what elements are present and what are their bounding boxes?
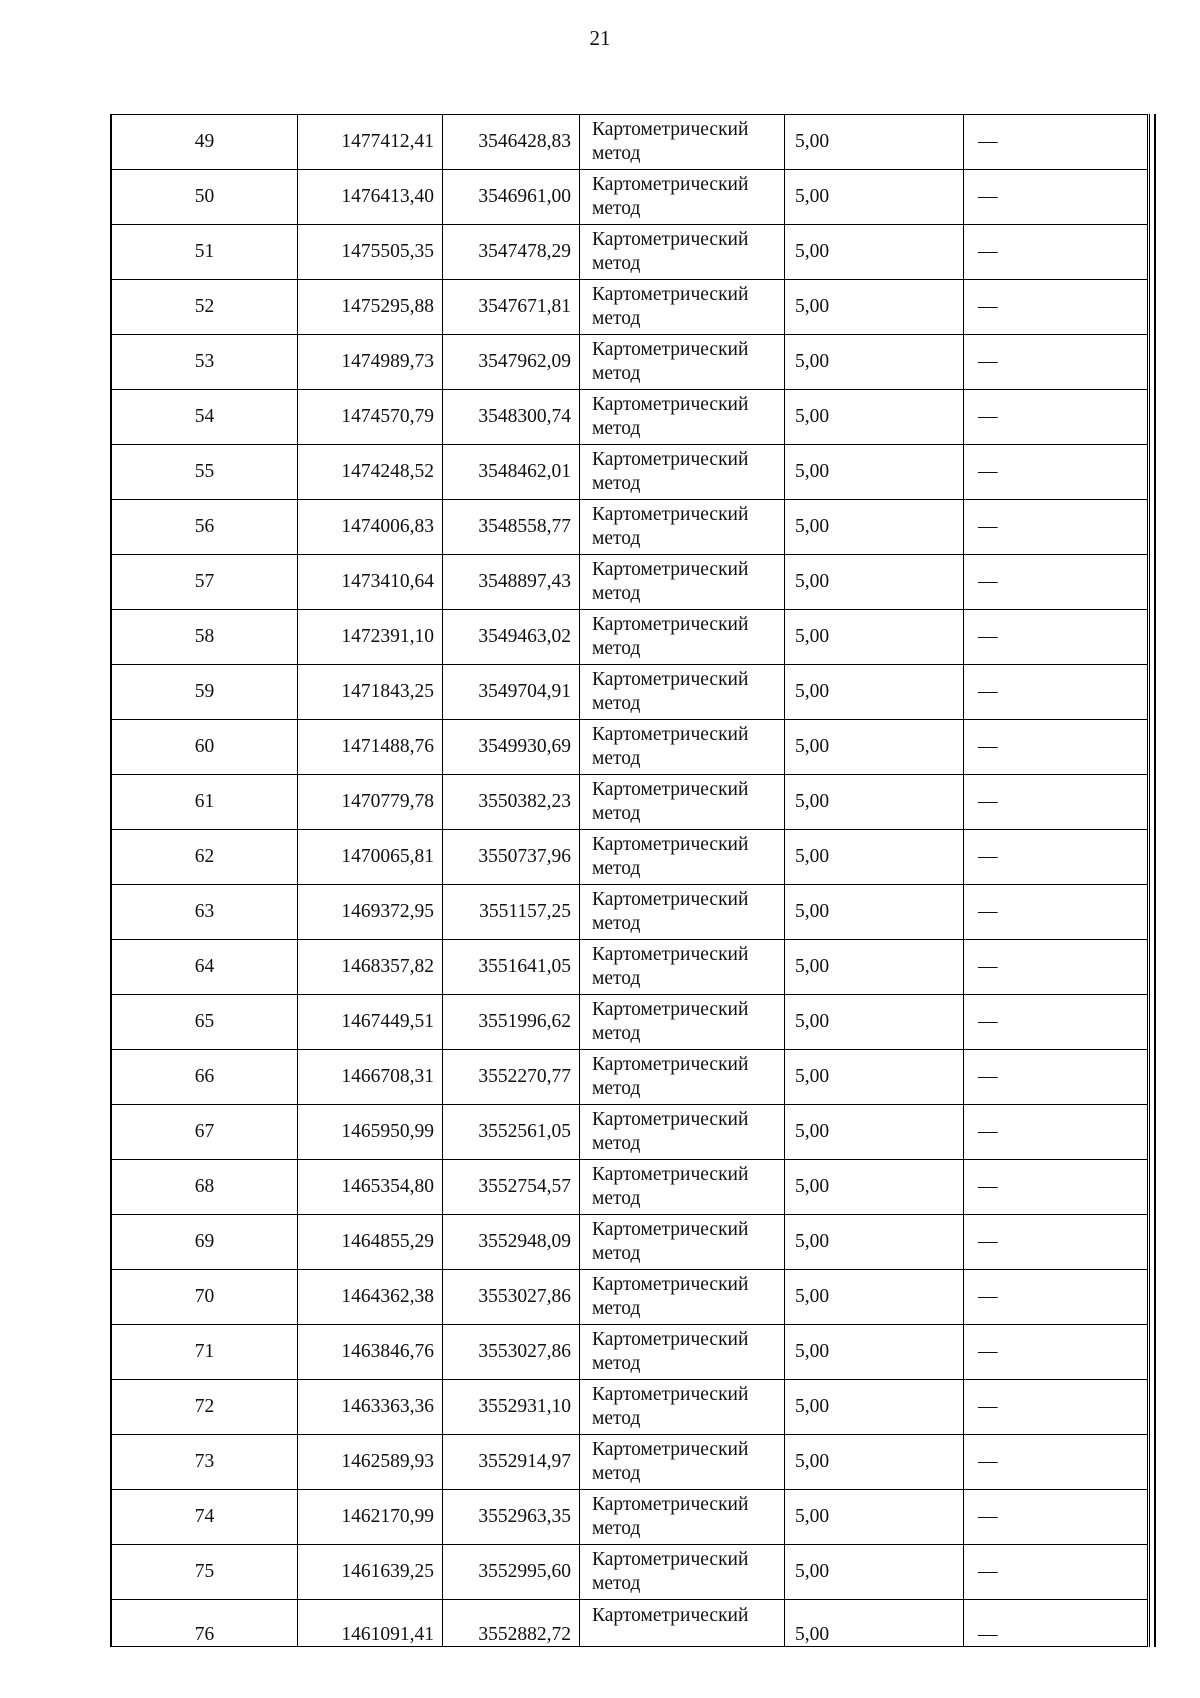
table-row <box>112 1325 1148 1380</box>
method-cell <box>580 830 785 885</box>
accuracy-cell: 5,00 <box>785 445 964 500</box>
method-label-line1: Картометрический <box>592 1549 749 1570</box>
accuracy-cell: 5,00 <box>785 335 964 390</box>
y-coordinate-cell: 3552914,97 <box>443 1435 580 1490</box>
method-label-line1: Картометрический <box>592 1329 749 1350</box>
x-coordinate-cell: 1467449,51 <box>298 995 443 1050</box>
table-row <box>112 335 1148 390</box>
x-coordinate-cell: 1470779,78 <box>298 775 443 830</box>
x-coordinate-cell: 1475295,88 <box>298 280 443 335</box>
x-coordinate-cell: 1474248,52 <box>298 445 443 500</box>
accuracy-cell: 5,00 <box>785 225 964 280</box>
method-cell <box>580 280 785 335</box>
method-cell <box>580 1490 785 1545</box>
method-label-line2: метод <box>592 418 641 439</box>
method-cell <box>580 940 785 995</box>
method-cell <box>580 1270 785 1325</box>
accuracy-cell: 5,00 <box>785 1160 964 1215</box>
method-label-line1: Картометрический <box>592 1164 749 1185</box>
accuracy-cell: 5,00 <box>785 500 964 555</box>
method-cell <box>580 170 785 225</box>
point-number-cell: 49 <box>112 115 298 170</box>
x-coordinate-cell: 1461639,25 <box>298 1545 443 1600</box>
method-label-line1: Картометрический <box>592 1274 749 1295</box>
accuracy-cell: 5,00 <box>785 940 964 995</box>
note-cell: — <box>964 610 1148 665</box>
accuracy-cell: 5,00 <box>785 775 964 830</box>
point-number-cell: 63 <box>112 885 298 940</box>
y-coordinate-cell: 3553027,86 <box>443 1325 580 1380</box>
x-coordinate-cell: 1474570,79 <box>298 390 443 445</box>
table-row <box>112 720 1148 775</box>
point-number-cell: 71 <box>112 1325 298 1380</box>
method-label-line2: метод <box>592 473 641 494</box>
method-label-line1: Картометрический <box>592 1494 749 1515</box>
table-row <box>112 1380 1148 1435</box>
note-cell: — <box>964 1490 1148 1545</box>
note-cell: — <box>964 115 1148 170</box>
method-label-line1: Картометрический <box>592 1054 749 1075</box>
table-row <box>112 1160 1148 1215</box>
point-number-cell: 73 <box>112 1435 298 1490</box>
x-coordinate-cell: 1475505,35 <box>298 225 443 280</box>
point-number-cell: 67 <box>112 1105 298 1160</box>
method-cell <box>580 1380 785 1435</box>
method-label-line1: Картометрический <box>592 504 749 525</box>
x-coordinate-cell: 1463363,36 <box>298 1380 443 1435</box>
page-number: 21 <box>589 26 611 50</box>
y-coordinate-cell: 3550737,96 <box>443 830 580 885</box>
y-coordinate-cell: 3547671,81 <box>443 280 580 335</box>
table-row <box>112 1545 1148 1600</box>
method-label-line2: метод <box>592 1133 641 1154</box>
point-number-cell: 56 <box>112 500 298 555</box>
method-cell <box>580 115 785 170</box>
accuracy-cell: 5,00 <box>785 1325 964 1380</box>
x-coordinate-cell: 1463846,76 <box>298 1325 443 1380</box>
method-cell <box>580 665 785 720</box>
method-label-line1: Картометрический <box>592 394 749 415</box>
table-row <box>112 830 1148 885</box>
accuracy-cell: 5,00 <box>785 610 964 665</box>
x-coordinate-cell: 1465950,99 <box>298 1105 443 1160</box>
accuracy-cell: 5,00 <box>785 1050 964 1105</box>
note-cell: — <box>964 720 1148 775</box>
method-label-line1: Картометрический <box>592 669 749 690</box>
accuracy-cell: 5,00 <box>785 390 964 445</box>
method-label-line2: метод <box>592 913 641 934</box>
y-coordinate-cell: 3552882,72 <box>443 1600 580 1647</box>
method-label-line2: метод <box>592 1078 641 1099</box>
note-cell: — <box>964 1105 1148 1160</box>
y-coordinate-cell: 3552754,57 <box>443 1160 580 1215</box>
note-cell: — <box>964 1215 1148 1270</box>
note-cell: — <box>964 1050 1148 1105</box>
y-coordinate-cell: 3550382,23 <box>443 775 580 830</box>
method-label-line2: метод <box>592 1243 641 1264</box>
point-number-cell: 68 <box>112 1160 298 1215</box>
accuracy-cell: 5,00 <box>785 1270 964 1325</box>
method-cell <box>580 1215 785 1270</box>
accuracy-cell: 5,00 <box>785 1380 964 1435</box>
y-coordinate-cell: 3546961,00 <box>443 170 580 225</box>
table-row <box>112 1490 1148 1545</box>
method-label-line1: Картометрический <box>592 614 749 635</box>
note-cell: — <box>964 830 1148 885</box>
note-cell: — <box>964 280 1148 335</box>
method-label-line2: метод <box>592 1188 641 1209</box>
method-label-line1: Картометрический <box>592 284 749 305</box>
x-coordinate-cell: 1468357,82 <box>298 940 443 995</box>
method-label-line2: метод <box>592 1023 641 1044</box>
method-label-line1: Картометрический <box>592 1109 749 1130</box>
table-row <box>112 555 1148 610</box>
y-coordinate-cell: 3552931,10 <box>443 1380 580 1435</box>
method-label-line2: метод <box>592 638 641 659</box>
table-row <box>112 390 1148 445</box>
note-cell: — <box>964 1270 1148 1325</box>
method-label-line1: Картометрический <box>592 229 749 250</box>
note-cell: — <box>964 885 1148 940</box>
method-cell <box>580 1600 785 1647</box>
note-cell: — <box>964 1600 1148 1647</box>
method-cell <box>580 995 785 1050</box>
point-number-cell: 74 <box>112 1490 298 1545</box>
point-number-cell: 72 <box>112 1380 298 1435</box>
note-cell: — <box>964 445 1148 500</box>
method-label-line1: Картометрический <box>592 779 749 800</box>
y-coordinate-cell: 3551996,62 <box>443 995 580 1050</box>
method-label-line2: метод <box>592 363 641 384</box>
y-coordinate-cell: 3552561,05 <box>443 1105 580 1160</box>
point-number-cell: 69 <box>112 1215 298 1270</box>
note-cell: — <box>964 500 1148 555</box>
x-coordinate-cell: 1476413,40 <box>298 170 443 225</box>
point-number-cell: 55 <box>112 445 298 500</box>
accuracy-cell: 5,00 <box>785 170 964 225</box>
y-coordinate-cell: 3549704,91 <box>443 665 580 720</box>
y-coordinate-cell: 3548558,77 <box>443 500 580 555</box>
table-body <box>112 115 1148 1647</box>
method-cell <box>580 1545 785 1600</box>
table-row <box>112 1270 1148 1325</box>
table-row <box>112 1105 1148 1160</box>
point-number-cell: 53 <box>112 335 298 390</box>
accuracy-cell: 5,00 <box>785 1105 964 1160</box>
method-label-line2: метод <box>592 253 641 274</box>
method-label-line1: Картометрический <box>592 999 749 1020</box>
method-label-line1: Картометрический <box>592 1439 749 1460</box>
accuracy-cell: 5,00 <box>785 555 964 610</box>
method-label-line1: Картометрический <box>592 174 749 195</box>
x-coordinate-cell: 1462170,99 <box>298 1490 443 1545</box>
table-row <box>112 885 1148 940</box>
note-cell: — <box>964 1325 1148 1380</box>
x-coordinate-cell: 1474989,73 <box>298 335 443 390</box>
note-cell: — <box>964 1435 1148 1490</box>
accuracy-cell: 5,00 <box>785 830 964 885</box>
table-row <box>112 445 1148 500</box>
point-number-cell: 50 <box>112 170 298 225</box>
method-cell <box>580 610 785 665</box>
accuracy-cell: 5,00 <box>785 1490 964 1545</box>
note-cell: — <box>964 1160 1148 1215</box>
method-cell <box>580 390 785 445</box>
method-cell <box>580 335 785 390</box>
note-cell: — <box>964 1380 1148 1435</box>
method-label-line2: метод <box>592 143 641 164</box>
accuracy-cell: 5,00 <box>785 665 964 720</box>
point-number-cell: 65 <box>112 995 298 1050</box>
method-cell <box>580 885 785 940</box>
x-coordinate-cell: 1466708,31 <box>298 1050 443 1105</box>
point-number-cell: 51 <box>112 225 298 280</box>
method-label-line2: метод <box>592 583 641 604</box>
accuracy-cell: 5,00 <box>785 885 964 940</box>
method-cell <box>580 555 785 610</box>
y-coordinate-cell: 3548462,01 <box>443 445 580 500</box>
point-number-cell: 64 <box>112 940 298 995</box>
method-label-line2: метод <box>592 1463 641 1484</box>
y-coordinate-cell: 3551157,25 <box>443 885 580 940</box>
note-cell: — <box>964 555 1148 610</box>
x-coordinate-cell: 1464362,38 <box>298 1270 443 1325</box>
method-label-line2: метод <box>592 1518 641 1539</box>
note-cell: — <box>964 335 1148 390</box>
table-row <box>112 1435 1148 1490</box>
accuracy-cell: 5,00 <box>785 1600 964 1647</box>
x-coordinate-cell: 1464855,29 <box>298 1215 443 1270</box>
x-coordinate-cell: 1471843,25 <box>298 665 443 720</box>
method-label-line2: метод <box>592 528 641 549</box>
method-cell <box>580 500 785 555</box>
point-number-cell: 66 <box>112 1050 298 1105</box>
table-row <box>112 280 1148 335</box>
y-coordinate-cell: 3552270,77 <box>443 1050 580 1105</box>
method-label-line2: метод <box>592 1408 641 1429</box>
method-cell <box>580 1325 785 1380</box>
x-coordinate-cell: 1474006,83 <box>298 500 443 555</box>
point-number-cell: 60 <box>112 720 298 775</box>
y-coordinate-cell: 3552963,35 <box>443 1490 580 1545</box>
table-row <box>112 665 1148 720</box>
method-label-line1: Картометрический <box>592 119 749 140</box>
y-coordinate-cell: 3548300,74 <box>443 390 580 445</box>
accuracy-cell: 5,00 <box>785 720 964 775</box>
method-label-line2: метод <box>592 748 641 769</box>
table-row <box>112 225 1148 280</box>
note-cell: — <box>964 225 1148 280</box>
accuracy-cell: 5,00 <box>785 1545 964 1600</box>
table-row <box>112 500 1148 555</box>
y-coordinate-cell: 3547478,29 <box>443 225 580 280</box>
method-cell <box>580 445 785 500</box>
method-cell <box>580 720 785 775</box>
x-coordinate-cell: 1465354,80 <box>298 1160 443 1215</box>
x-coordinate-cell: 1473410,64 <box>298 555 443 610</box>
note-cell: — <box>964 940 1148 995</box>
table-row <box>112 115 1148 170</box>
point-number-cell: 61 <box>112 775 298 830</box>
y-coordinate-cell: 3549463,02 <box>443 610 580 665</box>
point-number-cell: 76 <box>112 1600 298 1647</box>
y-coordinate-cell: 3553027,86 <box>443 1270 580 1325</box>
method-label-line1: Картометрический <box>592 889 749 910</box>
method-cell <box>580 1435 785 1490</box>
x-coordinate-cell: 1462589,93 <box>298 1435 443 1490</box>
method-label-line2: метод <box>592 858 641 879</box>
x-coordinate-cell: 1471488,76 <box>298 720 443 775</box>
method-label-line1: Картометрический <box>592 1219 749 1240</box>
note-cell: — <box>964 390 1148 445</box>
accuracy-cell: 5,00 <box>785 1435 964 1490</box>
method-label-line1: Картометрический <box>592 944 749 965</box>
x-coordinate-cell: 1472391,10 <box>298 610 443 665</box>
accuracy-cell: 5,00 <box>785 1215 964 1270</box>
method-label-line2: метод <box>592 803 641 824</box>
x-coordinate-cell: 1469372,95 <box>298 885 443 940</box>
x-coordinate-cell: 1461091,41 <box>298 1600 443 1647</box>
point-number-cell: 54 <box>112 390 298 445</box>
table-row <box>112 940 1148 995</box>
table-row <box>112 1050 1148 1105</box>
x-coordinate-cell: 1470065,81 <box>298 830 443 885</box>
method-label-line2: метод <box>592 968 641 989</box>
method-label-line2: метод <box>592 1573 641 1594</box>
method-label-line2: метод <box>592 1353 641 1374</box>
y-coordinate-cell: 3548897,43 <box>443 555 580 610</box>
table-row <box>112 610 1148 665</box>
table-row <box>112 1215 1148 1270</box>
method-label-line1: Картометрический <box>592 724 749 745</box>
method-cell <box>580 1105 785 1160</box>
y-coordinate-cell: 3552995,60 <box>443 1545 580 1600</box>
point-number-cell: 52 <box>112 280 298 335</box>
x-coordinate-cell: 1477412,41 <box>298 115 443 170</box>
note-cell: — <box>964 170 1148 225</box>
y-coordinate-cell: 3552948,09 <box>443 1215 580 1270</box>
point-number-cell: 57 <box>112 555 298 610</box>
note-cell: — <box>964 995 1148 1050</box>
method-label-line2: метод <box>592 308 641 329</box>
table-row <box>112 775 1148 830</box>
accuracy-cell: 5,00 <box>785 115 964 170</box>
method-cell <box>580 1160 785 1215</box>
y-coordinate-cell: 3546428,83 <box>443 115 580 170</box>
y-coordinate-cell: 3547962,09 <box>443 335 580 390</box>
y-coordinate-cell: 3551641,05 <box>443 940 580 995</box>
method-label-line1: Картометрический <box>592 1384 749 1405</box>
accuracy-cell: 5,00 <box>785 280 964 335</box>
method-label-line2: метод <box>592 198 641 219</box>
point-number-cell: 70 <box>112 1270 298 1325</box>
coordinates-table <box>110 114 1148 1647</box>
note-cell: — <box>964 775 1148 830</box>
point-number-cell: 58 <box>112 610 298 665</box>
method-cell <box>580 1050 785 1105</box>
method-cell <box>580 225 785 280</box>
method-label-line1: Картометрический <box>592 559 749 580</box>
method-cell <box>580 775 785 830</box>
method-label-line1: Картометрический <box>592 339 749 360</box>
accuracy-cell: 5,00 <box>785 995 964 1050</box>
table-row <box>112 1600 1148 1647</box>
point-number-cell: 62 <box>112 830 298 885</box>
method-label-line1: Картометрический <box>592 1605 749 1626</box>
method-label-line2: метод <box>592 1298 641 1319</box>
table-row <box>112 170 1148 225</box>
y-coordinate-cell: 3549930,69 <box>443 720 580 775</box>
method-label-line1: Картометрический <box>592 834 749 855</box>
table-row <box>112 995 1148 1050</box>
method-label-line2: метод <box>592 693 641 714</box>
point-number-cell: 75 <box>112 1545 298 1600</box>
point-number-cell: 59 <box>112 665 298 720</box>
method-label-line1: Картометрический <box>592 449 749 470</box>
note-cell: — <box>964 1545 1148 1600</box>
note-cell: — <box>964 665 1148 720</box>
